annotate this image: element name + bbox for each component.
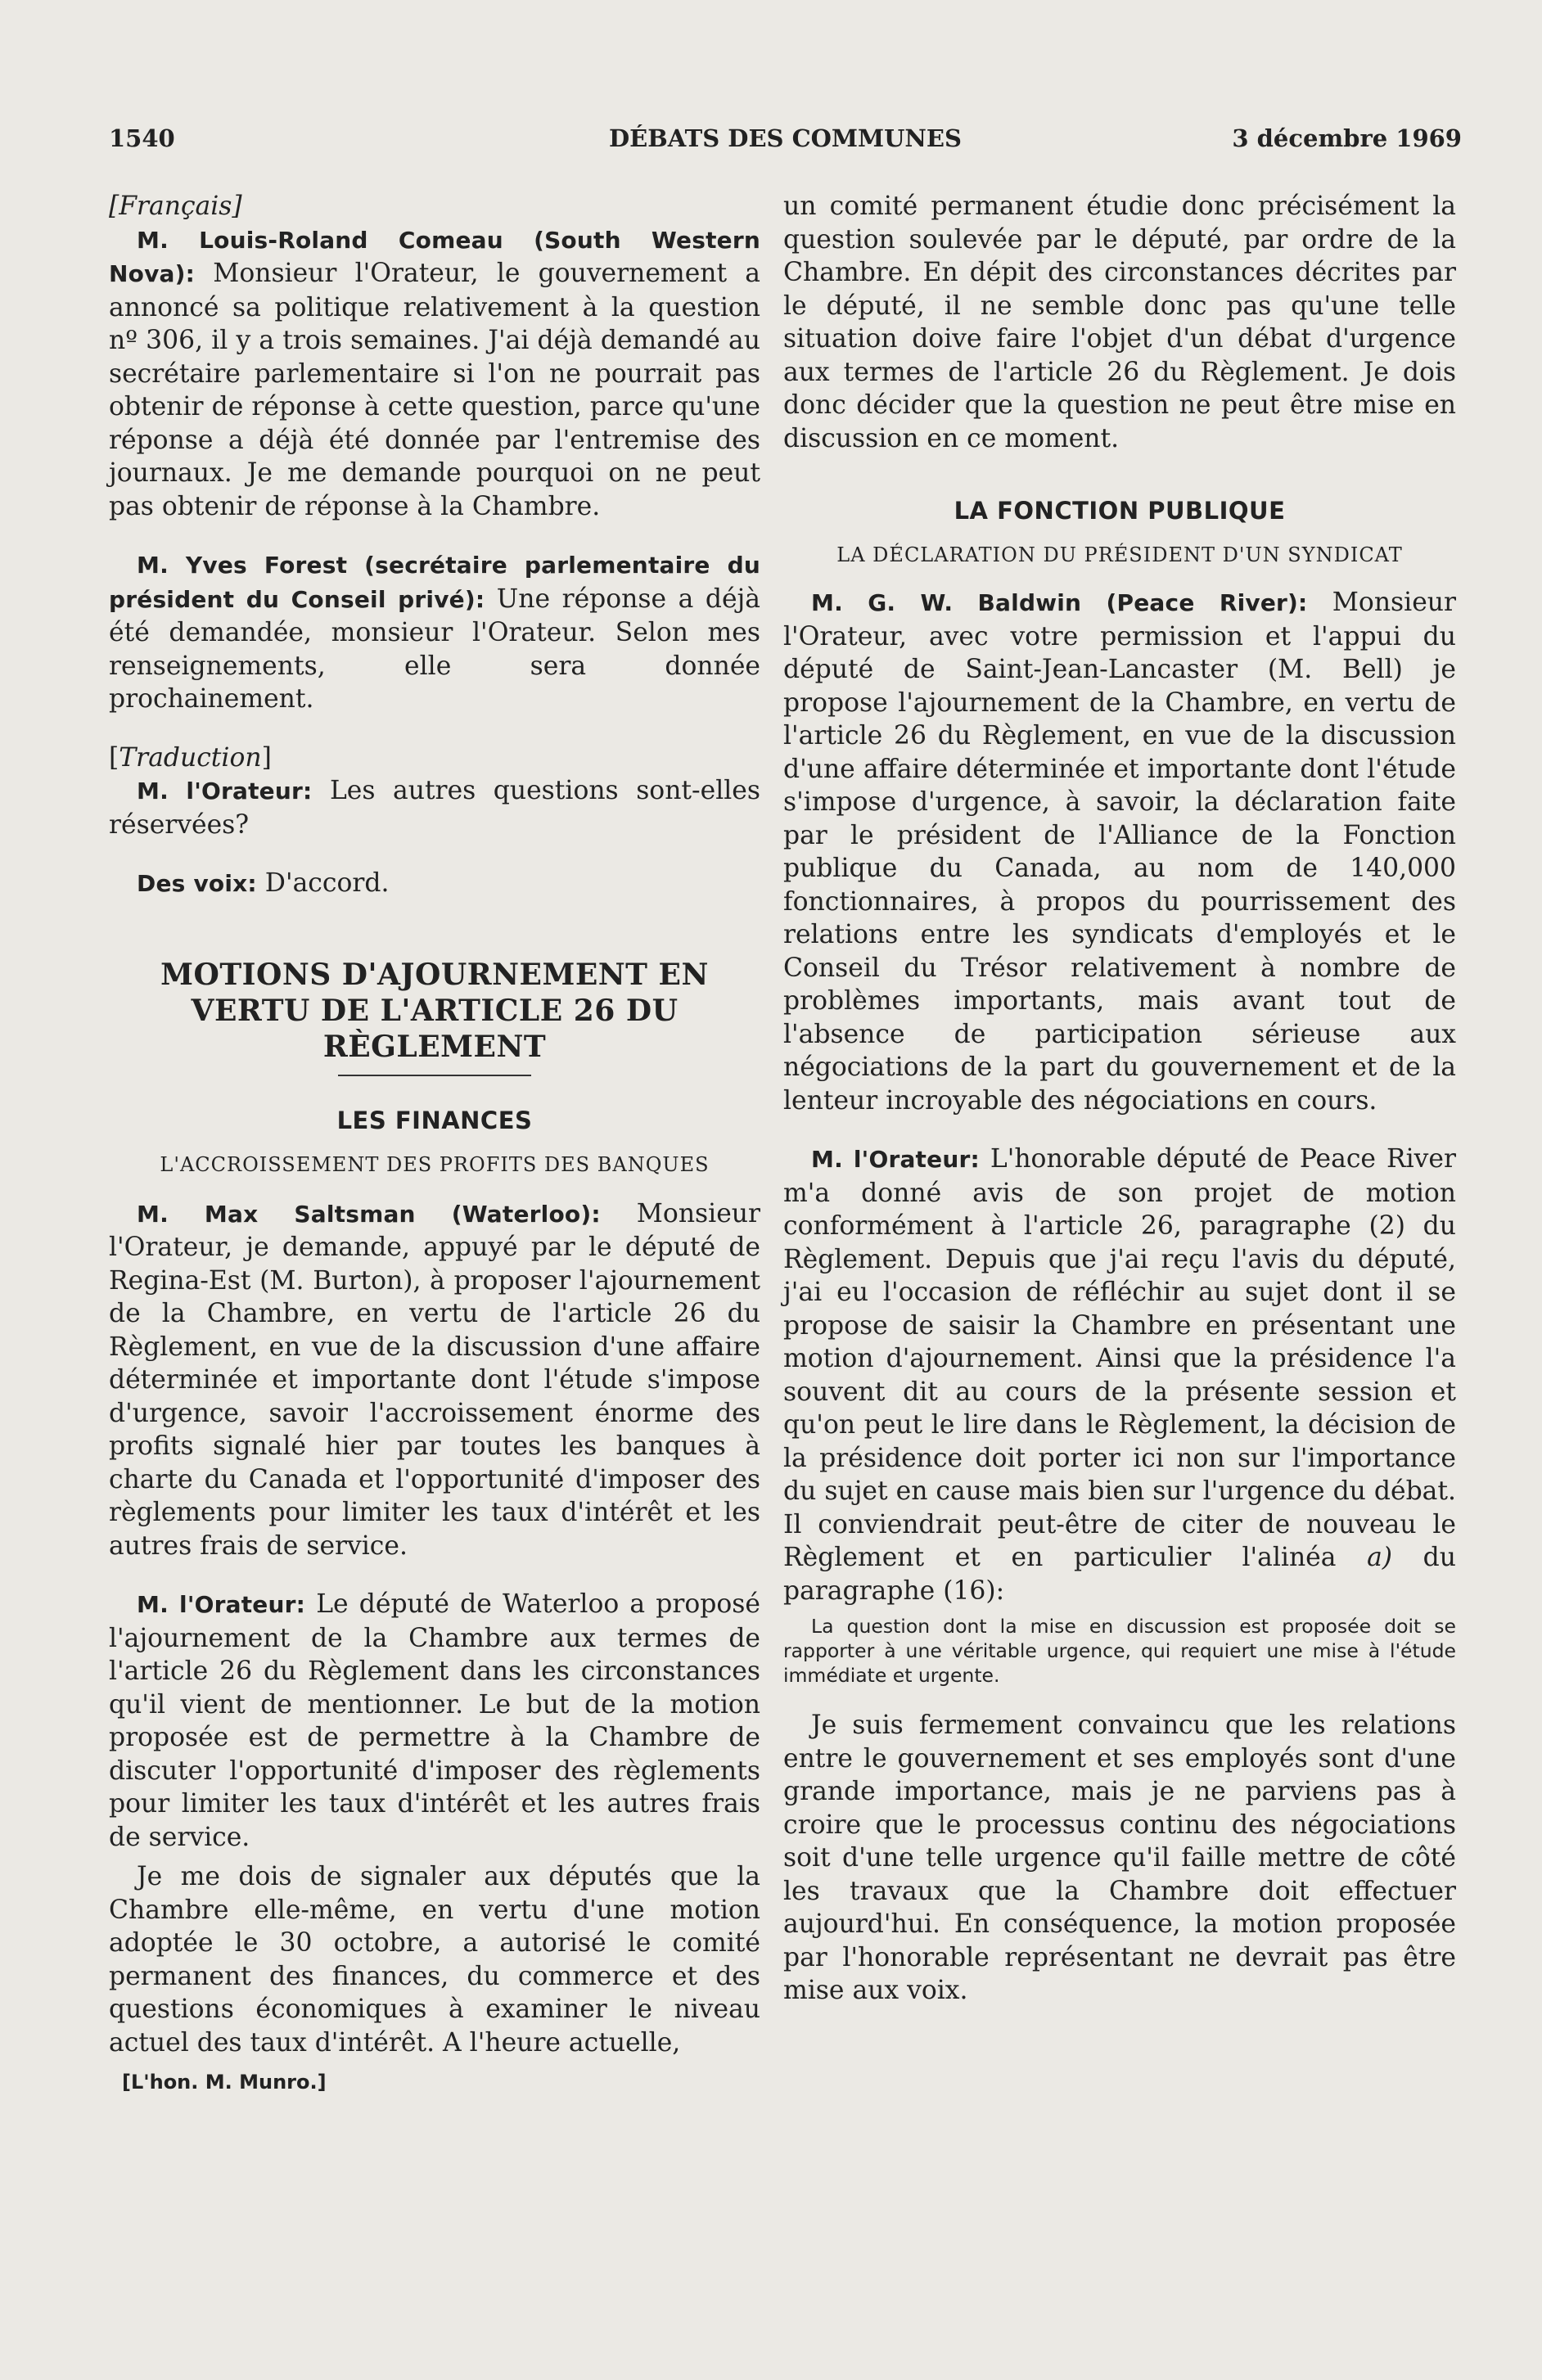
paragraph-des-voix: Des voix: D'accord. (137, 868, 390, 898)
speaker-name: M. Max Saltsman (Waterloo): (137, 1200, 601, 1228)
subheading-fonction-publique: LA FONCTION PUBLIQUE (954, 497, 1286, 525)
heading-divider (338, 1075, 531, 1076)
paragraph-conclusion: Je suis fermement convaincu que les relations entre le gouvernement et ses employés sont d'une grande importance, mais je ne parviens pas à croire que le processus continu des négociations soit d'une telle urgence qu'il faille mettre de côté les travaux que la Chambre doit effectuer aujourd'hui. En conséquence, la motion proposée par l'honorable représentant ne devrait pas être mise aux voix. (783, 1711, 1456, 2005)
speaker-name: Des voix: (137, 870, 257, 897)
rule-quotation: La question dont la mise en discussion est proposée doit se rapporter à une véritable urgence, qui requiert une mise à l'étude immédiate et urgente. (783, 1615, 1456, 1687)
speaker-name: M. G. W. Baldwin (Peace River): (811, 589, 1308, 616)
topic-heading-banques: L'ACCROISSEMENT DES PROFITS DES BANQUES (160, 1152, 710, 1176)
speaker-name: M. Louis-Roland Comeau (South Western Nova): (109, 226, 760, 287)
speaker-name: M. l'Orateur: (811, 1146, 980, 1173)
right-column (783, 190, 1456, 2008)
speaker-name: M. l'Orateur: (137, 1591, 306, 1618)
paragraph-baldwin: M. G. W. Baldwin (Peace River): Monsieur l'Orateur, avec votre permission et l'appui du député de Saint-Jean-Lancaster (M. Bell) je propose l'ajournement de la Chambre, en vertu de l'article 26 du Règlement, en vue de la discussion d'une affaire déterminée et importante dont l'étude s'impose d'urgence, à savoir, la déclaration faite par le président de l'Alliance de la Fonction publique du Canada, au nom de 140,000 fonctionnaires, à propos du pourrissement des relations entre les syndicats d'employés et le Conseil du Trésor relativement à nombre de problèmes importants, mais avant tout de l'absence de participation sérieuse aux négociations de la part du gouvernement et de la lenteur incroyable des négociations en cours. (783, 588, 1456, 1116)
paragraph-orateur-continued: Je me dois de signaler aux députés que la Chambre elle-même, en vertu d'une motion adoptée le 30 octobre, a autorisé le comité permanent des finances, du commerce et des questions économiques à examiner le niveau actuel des taux d'intérêt. A l'heure actuelle, (109, 1862, 760, 2058)
page-date: 3 décembre 1969 (1232, 124, 1462, 152)
subheading-finances: LES FINANCES (336, 1106, 533, 1134)
language-marker-translation: [Traduction] (109, 742, 272, 773)
page-number: 1540 (109, 124, 175, 152)
paragraph-orateur-waterloo: M. l'Orateur: Le député de Waterloo a proposé l'ajournement de la Chambre aux termes de l'article 26 du Règlement dans les circonstances qu'il vient de mentionner. Le but de la motion proposée est de permettre à la Chambre de discuter l'opportunité d'imposer des règlements pour limiter les taux d'intérêt et les autres frais de service. (109, 1589, 760, 1852)
paragraph-speaker-questions: M. l'Orateur: Les autres questions sont-elles réservées? (109, 776, 760, 840)
paragraph-comeau: M. Louis-Roland Comeau (South Western Nova): Monsieur l'Orateur, le gouvernement a annoncé sa politique relativement à la question nº 306, il y a trois semaines. J'ai déjà demandé au secrétaire parlementaire si l'on ne pourrait pas obtenir de réponse à cette question, parce qu'une réponse a déjà été donnée par l'entremise des journaux. Je me demande pourquoi on ne peut pas obtenir de réponse à la Chambre. (109, 226, 760, 521)
publication-title: DÉBATS DES COMMUNES (609, 124, 962, 152)
paragraph-saltsman: M. Max Saltsman (Waterloo): Monsieur l'Orateur, je demande, appuyé par le député de Regina-Est (M. Burton), à proposer l'ajournement de la Chambre, en vertu de l'article 26 du Règlement, en vue de la discussion d'une affaire déterminée et importante dont l'étude s'impose d'urgence, savoir l'accroissement énorme des profits signalé hier par toutes les banques à charte du Canada et l'opportunité d'imposer des règlements pour limiter les taux d'intérêt et les autres frais de service. (109, 1198, 760, 1561)
page-footer: [L'hon. M. Munro.] (122, 2071, 327, 2094)
page-header (109, 124, 1462, 164)
speaker-name: M. Yves Forest (secrétaire parlementaire du président du Conseil privé): (109, 552, 760, 613)
topic-heading-syndicat: LA DÉCLARATION DU PRÉSIDENT D'UN SYNDICAT (836, 543, 1403, 566)
paragraph-forest: M. Yves Forest (secrétaire parlementaire du président du Conseil privé): Une réponse a déjà été demandée, monsieur l'Orateur. Selon mes renseignements, elle sera donnée prochainement. (109, 552, 760, 714)
language-marker-french: [Français] (109, 192, 242, 221)
section-heading-motions: MOTIONS D'AJOURNEMENT EN VERTU DE L'ARTICLE 26 DU RÈGLEMENT (160, 957, 709, 1064)
left-column (109, 190, 760, 2094)
paragraph-continued: un comité permanent étudie donc précisément la question soulevée par le député, par ordre de la Chambre. En dépit des circonstances décrites par le député, il ne semble donc pas qu'une telle situation doive faire l'objet d'un débat d'urgence aux termes de l'article 26 du Règlement. Je dois donc décider que la question ne peut être mise en discussion en ce moment. (783, 192, 1456, 453)
paragraph-orateur-peace-river: M. l'Orateur: L'honorable député de Peace River m'a donné avis de son projet de motion conformément à l'article 26, paragraphe (2) du Règlement. Depuis que j'ai reçu l'avis du député, j'ai eu l'occasion de réfléchir au sujet dont il se propose de saisir la Chambre en présentant une motion d'ajournement. Ainsi que la présidence l'a souvent dit au cours de la présente session et qu'on peut le lire dans le Règlement, la décision de la présidence doit porter ici non sur l'importance du sujet en cause mais bien sur l'urgence du débat. Il conviendrait peut-être de citer de nouveau le Règlement et en particulier l'alinéa a) du paragraphe (16): (783, 1144, 1456, 1606)
speaker-name: M. l'Orateur: (137, 778, 313, 805)
